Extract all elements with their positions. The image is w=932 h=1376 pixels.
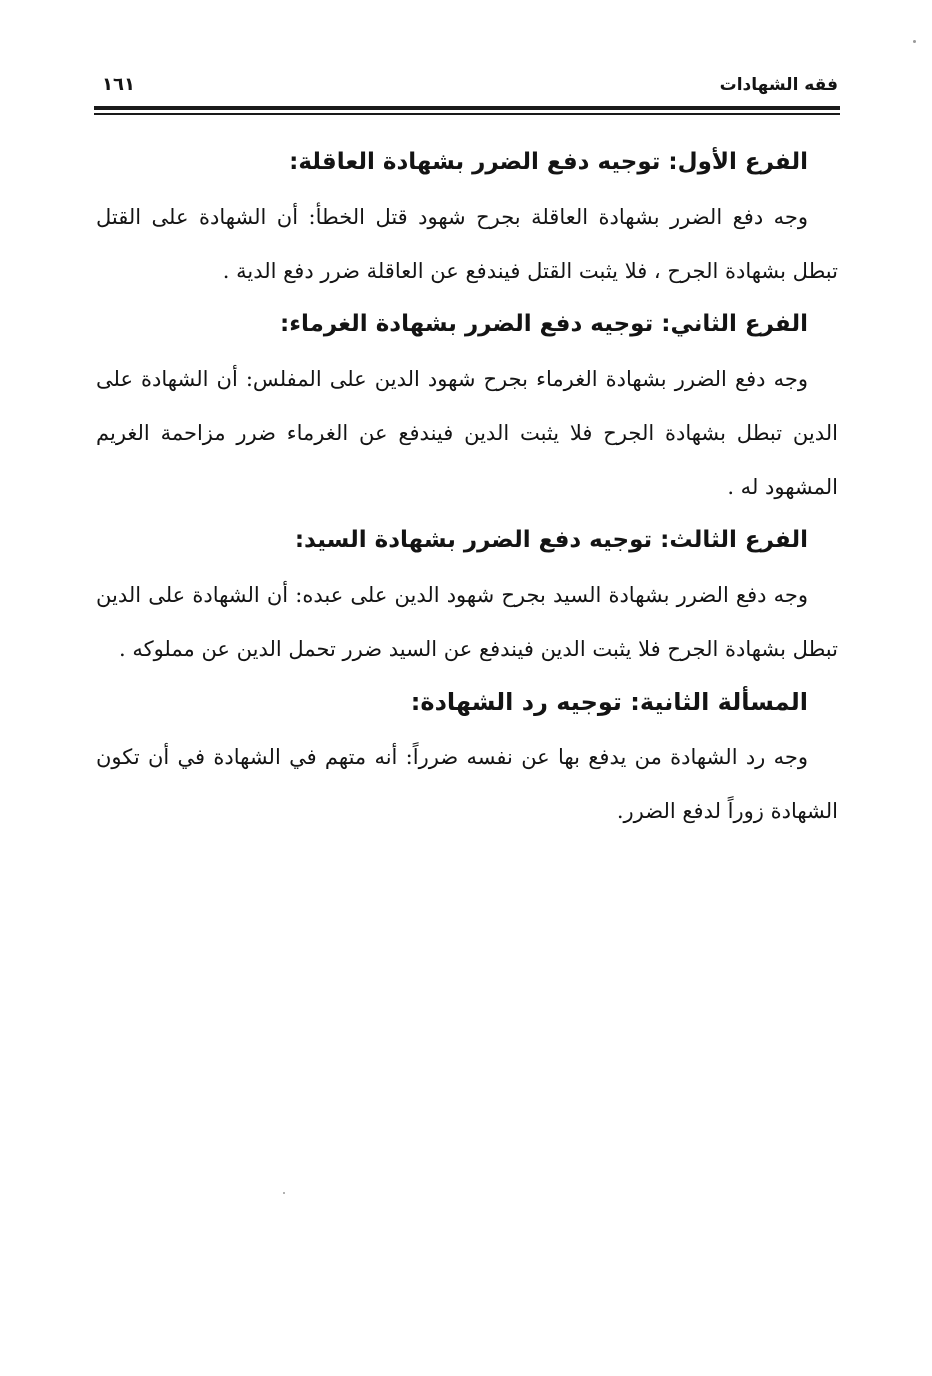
paragraph-text: وجه دفع الضرر بشهادة الغرماء بجرح شهود الدين على المفلس: أن الشهادة على الدين تبطل بشهادة الجرح فلا يثبت الدين فيندفع عن الغرماء ضرر مزاحمة الغريم المشهود له . [96, 367, 838, 499]
section-third-branch [96, 524, 838, 676]
section-paragraph [96, 568, 838, 676]
section-heading: الفرع الثالث: توجيه دفع الضرر بشهادة السيد: [294, 527, 808, 553]
header-rule-thick [94, 106, 840, 110]
section-first-branch [96, 146, 838, 298]
section-heading: الفرع الأول: توجيه دفع الضرر بشهادة العاقلة: [289, 149, 808, 175]
scan-speck [913, 40, 916, 43]
section-paragraph [96, 352, 838, 514]
section-second-issue [96, 686, 838, 838]
section-heading: الفرع الثاني: توجيه دفع الضرر بشهادة الغرماء: [280, 311, 808, 337]
paragraph-text: وجه دفع الضرر بشهادة السيد بجرح شهود الدين على عبده: أن الشهادة على الدين تبطل بشهادة الجرح فلا يثبت الدين فيندفع عن السيد ضرر تحمل الدين عن مملوكه . [96, 583, 838, 661]
page-number: ١٦١ [102, 74, 135, 95]
section-heading: المسألة الثانية: توجيه رد الشهادة: [410, 688, 808, 716]
paragraph-text: وجه رد الشهادة من يدفع بها عن نفسه ضرراً: أنه متهم في الشهادة في أن تكون الشهادة زوراً لدفع الضرر. [96, 745, 838, 823]
running-title: فقه الشهادات [719, 75, 838, 95]
section-paragraph [96, 190, 838, 298]
header-rule-thin [94, 113, 840, 115]
section-paragraph [96, 730, 838, 838]
page-header [94, 74, 840, 100]
main-content [96, 146, 838, 848]
section-second-branch [96, 308, 838, 514]
scan-speck [283, 1192, 285, 1194]
paragraph-text: وجه دفع الضرر بشهادة العاقلة بجرح شهود قتل الخطأ: أن الشهادة على القتل تبطل بشهادة الجرح ، فلا يثبت القتل فيندفع عن العاقلة ضرر دفع الدية . [96, 205, 838, 283]
